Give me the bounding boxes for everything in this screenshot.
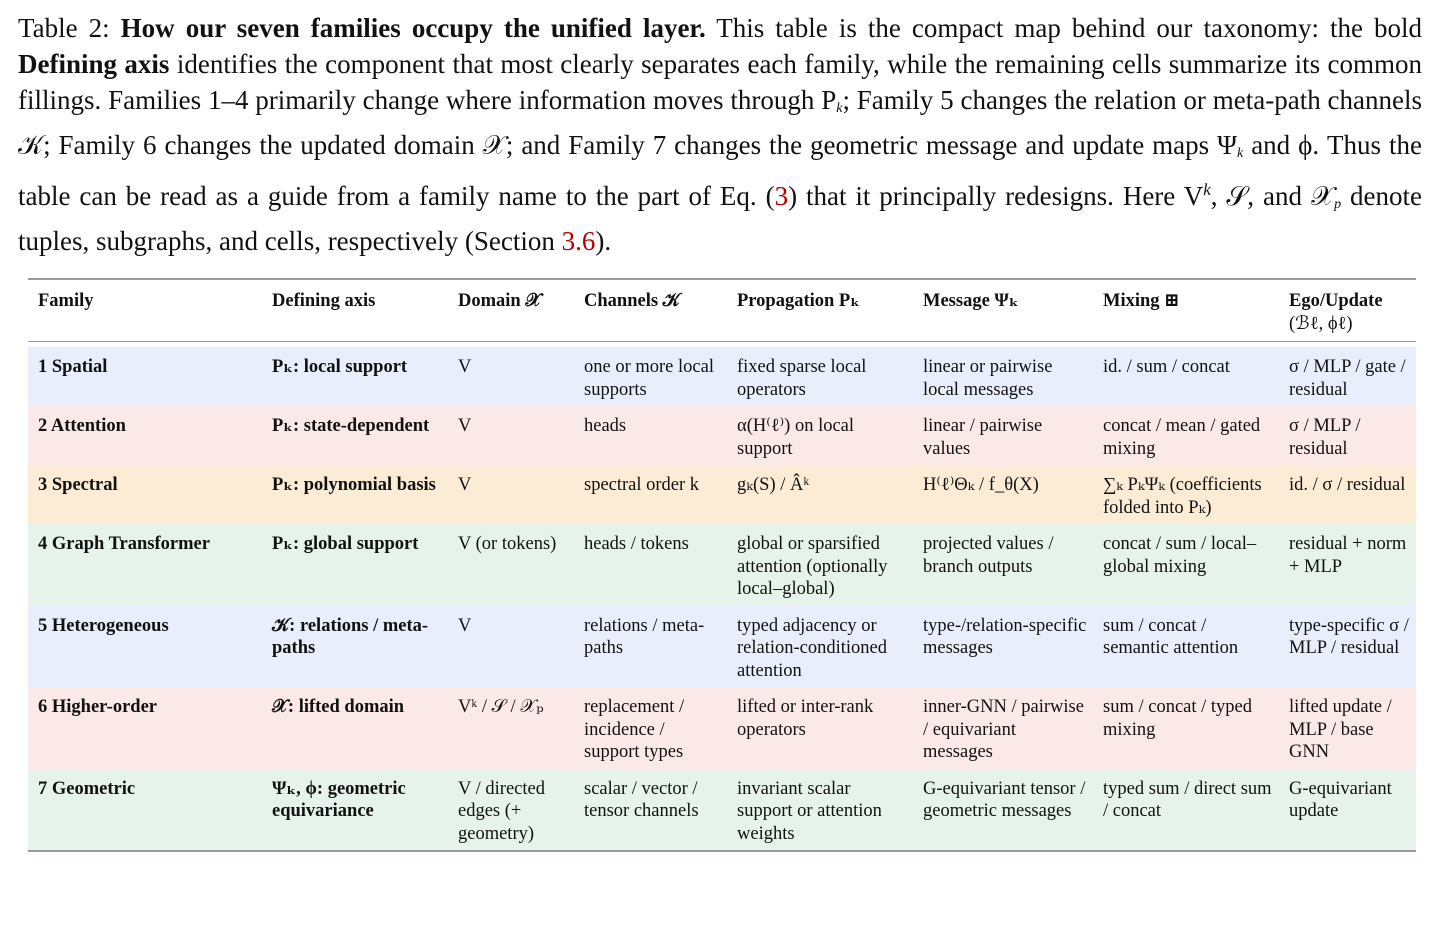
table-row: [28, 406, 1416, 465]
cell-domain: V: [448, 347, 574, 406]
cell-mixing: concat / mean / gated mixing: [1093, 406, 1279, 465]
cell-message: inner-GNN / pairwise / equivariant messages: [913, 687, 1093, 769]
caption-bold-term: Defining axis: [18, 49, 170, 79]
cell-propagation: fixed sparse local operators: [727, 347, 913, 406]
header-ego-update-sub: (ℬℓ, ϕℓ): [1289, 313, 1353, 334]
cell-family: 5 Heterogeneous: [28, 606, 262, 688]
table-row: [28, 687, 1416, 769]
cell-defining-axis: Pₖ: polynomial basis: [262, 465, 448, 524]
family-table: [28, 278, 1416, 854]
equation-reference-link[interactable]: 3: [774, 181, 789, 211]
cell-defining-axis: Pₖ: local support: [262, 347, 448, 406]
cell-propagation: lifted or inter-rank operators: [727, 687, 913, 769]
cell-family: 4 Graph Transformer: [28, 524, 262, 606]
cell-propagation: typed adjacency or relation-conditioned attention: [727, 606, 913, 688]
cell-mixing: typed sum / direct sum / concat: [1093, 769, 1279, 852]
cell-family: 7 Geometric: [28, 769, 262, 852]
cell-update: σ / MLP / residual: [1279, 406, 1416, 465]
table-row: [28, 465, 1416, 524]
cell-mixing: sum / concat / typed mixing: [1093, 687, 1279, 769]
cell-defining-axis: Ψₖ, ϕ: geometric equivariance: [262, 769, 448, 852]
cell-propagation: gₖ(S) / Âᵏ: [727, 465, 913, 524]
cell-defining-axis: Pₖ: state-dependent: [262, 406, 448, 465]
cell-channels: heads / tokens: [574, 524, 727, 606]
cell-message: projected values / branch outputs: [913, 524, 1093, 606]
cell-channels: spectral order k: [574, 465, 727, 524]
cell-domain: V: [448, 606, 574, 688]
cell-domain: V / directed edges (+ geometry): [448, 769, 574, 852]
cell-defining-axis: 𝒳: lifted domain: [262, 687, 448, 769]
cell-family: 2 Attention: [28, 406, 262, 465]
caption-text: ).: [595, 226, 612, 256]
cell-propagation: invariant scalar support or attention weights: [727, 769, 913, 852]
cell-family: 3 Spectral: [28, 465, 262, 524]
header-ego-update: Ego/Update (ℬℓ, ϕℓ): [1289, 291, 1383, 334]
table-row: [28, 347, 1416, 406]
cell-message: H⁽ℓ⁾Θₖ / f_θ(X): [913, 465, 1093, 524]
caption-text: and ϕ. Thus the table can be read as a guide from a family name to the part of Eq. (: [18, 130, 1422, 211]
caption-title: How our seven families occupy the unified layer.: [120, 13, 706, 43]
cell-mixing: concat / sum / local–global mixing: [1093, 524, 1279, 606]
header-channels: Channels 𝒦: [584, 291, 680, 311]
header-domain: Domain 𝒳: [458, 291, 542, 311]
cell-family: 1 Spatial: [28, 347, 262, 406]
table-row: [28, 769, 1416, 852]
cell-propagation: global or sparsified attention (optionally local–global): [727, 524, 913, 606]
caption-text: ) that it principally redesigns. Here V: [788, 181, 1204, 211]
cell-channels: replacement / incidence / support types: [574, 687, 727, 769]
cell-channels: scalar / vector / tensor channels: [574, 769, 727, 852]
header-defining-axis: Defining axis: [272, 291, 376, 311]
cell-channels: relations / meta-paths: [574, 606, 727, 688]
caption-text: , 𝒮, and 𝒳: [1210, 181, 1335, 211]
cell-defining-axis: Pₖ: global support: [262, 524, 448, 606]
table-header-row: [28, 288, 1416, 342]
section-reference-link[interactable]: 3.6: [561, 226, 596, 256]
table-caption: Table 2: How our seven families occupy the unified layer. This table is the compact map behind our taxonomy: the bold Defining axis identifies the component that most clearly separates each family, while the remaining cells summarize its common fillings. Families 1–4 primarily change where information moves through $P_k$; Family 5 changes the relation or meta-path channels 𝒦; Family 6 changes the updated domain 𝒳; and Family 7 changes the geometric message and update maps $\Psi_k$ and ϕ. Thus the table can be read as a guide from a family name to the part of Eq. (3) that it principally redesigns. Here $V^k$, 𝒮, and 𝒳$_p$ denote tuples, subgraphs, and cells, respectively (Section 3.6).: [18, 13, 1423, 256]
cell-update: σ / MLP / gate / residual: [1279, 347, 1416, 406]
cell-defining-axis: 𝒦: relations / meta-paths: [262, 606, 448, 688]
header-mixing: Mixing ⊞: [1103, 291, 1180, 311]
cell-update: id. / σ / residual: [1279, 465, 1416, 524]
header-propagation: Propagation Pₖ: [737, 291, 860, 311]
caption-text: This table is the compact map behind our taxonomy: the bold: [716, 13, 1423, 43]
table-row: [28, 524, 1416, 606]
cell-domain: V: [448, 406, 574, 465]
cell-mixing: ∑ₖ PₖΨₖ (coefficients folded into Pₖ): [1093, 465, 1279, 524]
cell-mixing: sum / concat / semantic attention: [1093, 606, 1279, 688]
header-message: Message Ψₖ: [923, 291, 1019, 311]
cell-mixing: id. / sum / concat: [1093, 347, 1279, 406]
cell-domain: V: [448, 465, 574, 524]
cell-channels: heads: [574, 406, 727, 465]
header-family: Family: [38, 291, 94, 311]
cell-domain: Vᵏ / 𝒮 / 𝒳ₚ: [448, 687, 574, 769]
cell-message: G-equivariant tensor / geometric messages: [913, 769, 1093, 852]
cell-family: 6 Higher-order: [28, 687, 262, 769]
caption-label: Table 2:: [18, 13, 110, 43]
table-row: [28, 606, 1416, 688]
caption-text: ; Family 5 changes the relation or meta-path channels 𝒦; Family 6 changes the updated domain 𝒳; and Family 7 changes the geometric message and update maps Ψ: [18, 85, 1423, 160]
cell-update: G-equivariant update: [1279, 769, 1416, 852]
cell-message: linear or pairwise local messages: [913, 347, 1093, 406]
cell-propagation: α(H⁽ℓ⁾) on local support: [727, 406, 913, 465]
cell-message: type-/relation-specific messages: [913, 606, 1093, 688]
cell-update: lifted update / MLP / base GNN: [1279, 687, 1416, 769]
cell-update: type-specific σ / MLP / residual: [1279, 606, 1416, 688]
caption-text: denote tuples, subgraphs, and cells, respectively (Section: [18, 181, 1423, 256]
cell-message: linear / pairwise values: [913, 406, 1093, 465]
cell-channels: one or more local supports: [574, 347, 727, 406]
cell-update: residual + norm + MLP: [1279, 524, 1416, 606]
cell-domain: V (or tokens): [448, 524, 574, 606]
caption-text: identifies the component that most clearly separates each family, while the remaining cells summarize its common fillings. Families 1–4 primarily change where information moves through P: [18, 49, 1422, 115]
